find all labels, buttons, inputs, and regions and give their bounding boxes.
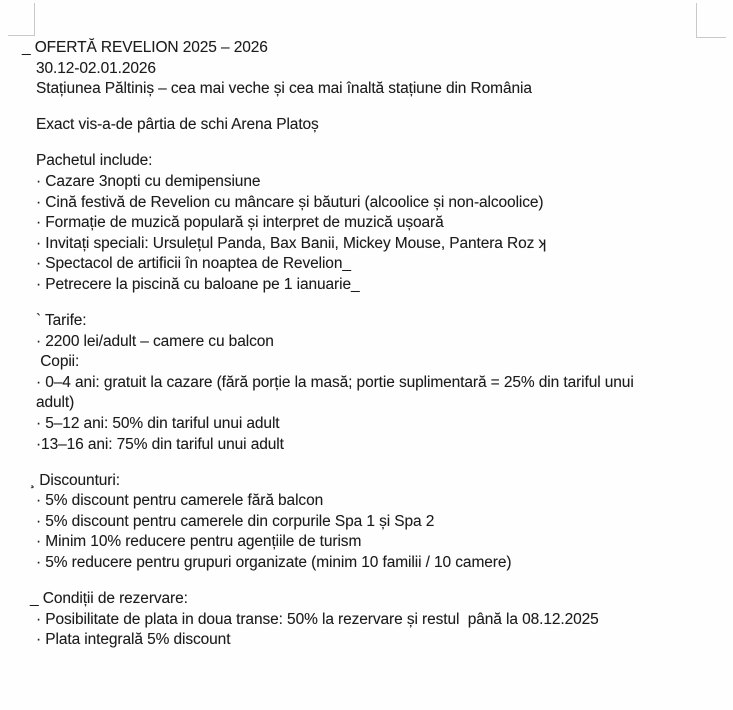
booking-item-transe: · Posibilitate de plata in doua transe: 50% la rezervare și restul până la 08.12.2025 [36,610,599,628]
package-item-muzica: · Formație de muzică populară și interpret de muzică ușoară [36,214,444,232]
tariff-child-5-12: · 5–12 ani: 50% din tariful unui adult [36,415,280,432]
date-range: 30.12-02.01.2026 [36,59,156,77]
package-item-cina: · Cină festivă de Revelion cu mâncare și băuturi (alcoolice și non-alcoolice) [36,193,544,211]
tariff-child-13-16: ·13–16 ani: 75% din tariful unui adult [36,435,284,453]
tariff-adult: · 2200 lei/adult – camere cu balcon [36,332,274,350]
discount-item-grupuri: · 5% reducere pentru grupuri organizate (minim 10 familii / 10 camere) [36,554,512,572]
booking-item-integrala: · Plata integrală 5% discount [36,631,231,649]
discount-item-spa: · 5% discount pentru camerele din corpurile Spa 1 și Spa 2 [36,512,435,530]
package-item-invitati: · Invitați speciali: Ursulețul Panda, Bax Banii, Mickey Mouse, Pantera Roz ʞ [36,234,547,252]
discounts-heading: ¸ Discounturi: [30,471,120,489]
blank-line [36,136,733,152]
package-item-cazare: · Cazare 3nopti cu demipensiune [36,172,261,190]
package-item-piscina: · Petrecere la piscină cu baloane pe 1 ianuarie_ [36,275,360,293]
offer-title: _ OFERTĂ REVELION 2025 – 2026 [22,39,268,56]
blank-line [36,574,733,590]
children-heading: Copii: [36,353,80,371]
package-heading: Pachetul include: [36,152,153,170]
discount-item-agentii: · Minim 10% reducere pentru agențiile de turism [36,533,362,551]
booking-heading: _ Condiții de rezervare: [30,590,188,608]
discount-item-fara-balcon: · 5% discount pentru camerele fără balcon [36,492,324,510]
blank-line [36,296,733,312]
tariff-child-0-4-line1: · 0–4 ani: gratuit la cazare (fără porție la masă; portie suplimentară = 25% din tariful unui [36,373,634,391]
package-item-artificii: · Spectacol de artificii în noaptea de Revelion_ [36,255,351,273]
resort-description: Stațiunea Păltiniș – cea mai veche și cea mai înaltă stațiune din România [36,80,532,98]
tariffs-heading: ` Tarife: [36,312,87,330]
location-note: Exact vis-a-de pârtia de schi Arena Platoș [36,116,319,134]
tariff-child-0-4-line2: adult) [36,394,75,412]
blank-line [36,455,733,471]
blank-line [36,100,733,116]
